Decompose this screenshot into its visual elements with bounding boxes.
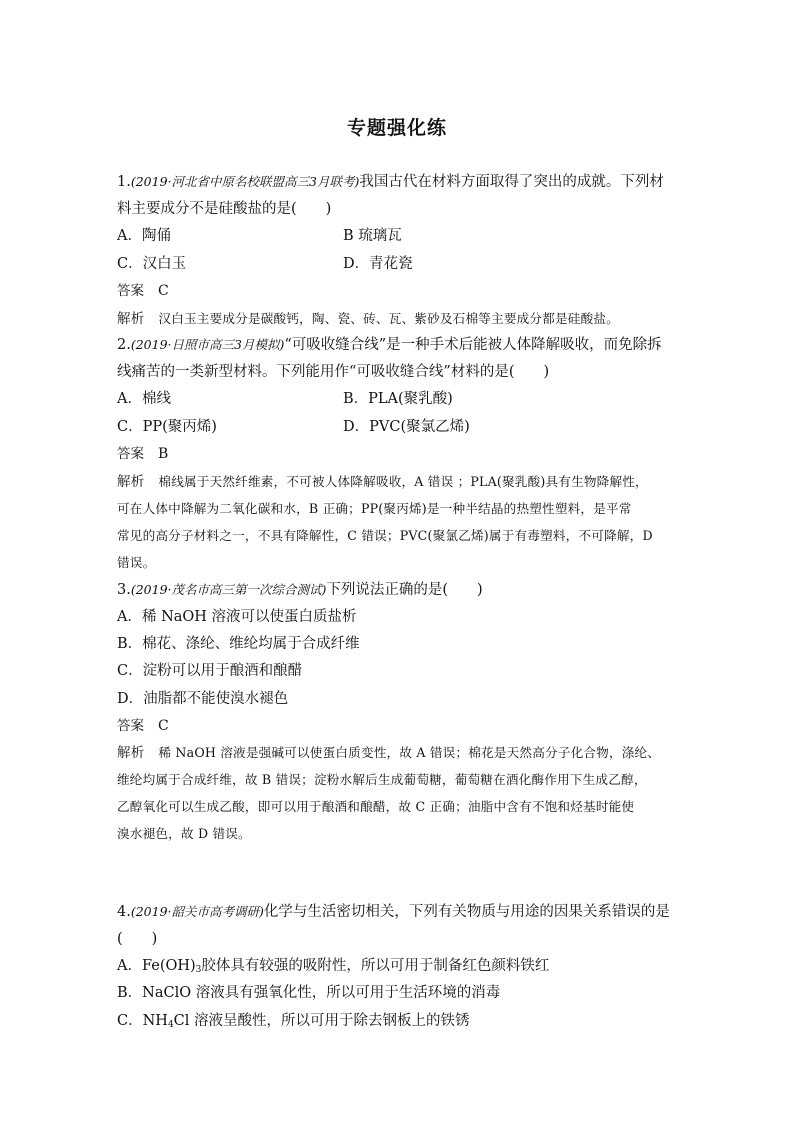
q1-option-c: C．汉白玉 (117, 256, 187, 272)
q3-analysis-line-1 (117, 743, 697, 763)
q2-answer-line (117, 444, 697, 464)
q1-analysis-line-1 (117, 309, 697, 329)
q4-option-c: C．$NH_4Cl$ 溶液呈酸性，所以可用于除去钢板上的铁锈 (117, 1013, 470, 1030)
q2-stem-text-1: “可吸收缝合线”是一种手术后能被人体降解吸收，而免除拆 (284, 337, 662, 353)
q1-option-b: B 琉璃瓦 (343, 228, 402, 244)
q2-stem-line-2: 线痛苦的一类新型材料。下列能用作“可吸收缝合线”材料的是( ) (117, 364, 550, 380)
q2-answer-value: B (158, 446, 169, 462)
q2-analysis-label: 解析 (117, 474, 145, 490)
q3-analysis-text-1: 稀 NaOH 溶液是强碱可以使蛋白质变性，故 A 错误；棉花是天然高分子化合物，涤纶、 (158, 745, 661, 760)
q4-option-b: B．NaClO 溶液具有强氧化性，所以可用于生活环境的消毒 (117, 985, 501, 1001)
q3-option-d: D．油脂都不能使溴水褪色 (117, 691, 289, 707)
q3-answer-label: 答案 (117, 718, 144, 734)
q2-analysis-line-1 (117, 472, 697, 492)
q2-analysis-line-2: 可在人体中降解为二氧化碳和水，B 正确；PP(聚丙烯)是一种半结晶的热塑性塑料，是平常 (117, 501, 632, 516)
q2-analysis-text-1: 棉线属于天然纤维素，不可被人体降解吸收，A 错误 ；PLA(聚乳酸)具有生物降解性， (158, 474, 648, 489)
q1-source: (2019·河北省中原名校联盟高三3月联考) (130, 174, 360, 189)
q2-source: (2019·日照市高三3月模拟) (130, 337, 285, 352)
q2-number: 2. (117, 337, 131, 353)
q2-option-c: C．PP(聚丙烯) (117, 419, 217, 435)
q1-stem-line-1 (117, 172, 697, 192)
q3-stem-line-1 (117, 580, 697, 600)
q4-stem-line-2: ( ) (117, 931, 158, 947)
q3-option-c: C．淀粉可以用于酿酒和酿醋 (117, 663, 303, 679)
q1-answer-label: 答案 (117, 283, 144, 299)
q3-option-b: B．棉花、涤纶、维纶均属于合成纤维 (117, 636, 360, 652)
q1-number: 1. (117, 174, 131, 190)
q3-analysis-line-4: 溴水褪色，故 D 错误。 (117, 826, 251, 841)
q3-source: (2019·茂名市高三第一次综合测试) (130, 582, 327, 597)
q1-stem-line-2: 料主要成分不是硅酸盐的是( ) (117, 201, 332, 217)
q3-option-a: A．稀 NaOH 溶液可以使蛋白质盐析 (117, 609, 357, 625)
q1-option-d: D．青花瓷 (343, 256, 413, 272)
q2-stem-line-1 (117, 335, 697, 355)
q1-answer-value: C (158, 283, 169, 299)
q3-stem-text-1: 下列说法正确的是( ) (326, 582, 483, 598)
q1-answer-line (117, 281, 697, 301)
q4-source: (2019·韶关市高考调研) (130, 904, 264, 919)
q2-answer-label: 答案 (117, 446, 144, 462)
q1-analysis-label: 解析 (117, 311, 145, 327)
q2-analysis-line-4: 错误。 (117, 555, 156, 570)
q3-analysis-label: 解析 (117, 745, 145, 761)
q2-option-d: D．PVC(聚氯乙烯) (343, 419, 470, 435)
q3-analysis-line-3: 乙醇氧化可以生成乙酸，即可以用于酿酒和酿醋，故 C 正确；油脂中含有不饱和烃基时能使 (117, 799, 635, 814)
q3-answer-value: C (158, 718, 169, 734)
q4-option-a: A．$Fe(OH)_3$胶体具有较强的吸附性，所以可用于制备红色颜料铁红 (117, 958, 550, 975)
q3-analysis-line-2: 维纶均属于合成纤维，故 B 错误；淀粉水解后生成葡萄糖，葡萄糖在酒化酶作用下生成乙醇， (117, 772, 647, 787)
q4-stem-line-1 (117, 902, 697, 922)
page-title: 专题强化练 (346, 117, 447, 139)
q3-number: 3. (117, 582, 131, 598)
q2-option-b: B．PLA(聚乳酸) (343, 391, 453, 407)
q1-option-a: A．陶俑 (117, 228, 171, 244)
q4-number: 4. (117, 904, 131, 920)
q4-stem-text-1: 化学与生活密切相关，下列有关物质与用途的因果关系错误的是 (263, 904, 670, 920)
q2-analysis-line-3: 常见的高分子材料之一，不具有降解性，C 错误；PVC(聚氯乙烯)属于有毒塑料，不可降解，D (117, 528, 653, 543)
q2-option-a: A．棉线 (117, 391, 171, 407)
q1-analysis-text-1: 汉白玉主要成分是碳酸钙，陶、瓷、砖、瓦、紫砂及石棉等主要成分都是硅酸盐。 (158, 311, 619, 326)
q1-stem-text-1: 我国古代在材料方面取得了突出的成就。下列材 (359, 174, 664, 190)
q3-answer-line (117, 716, 697, 736)
